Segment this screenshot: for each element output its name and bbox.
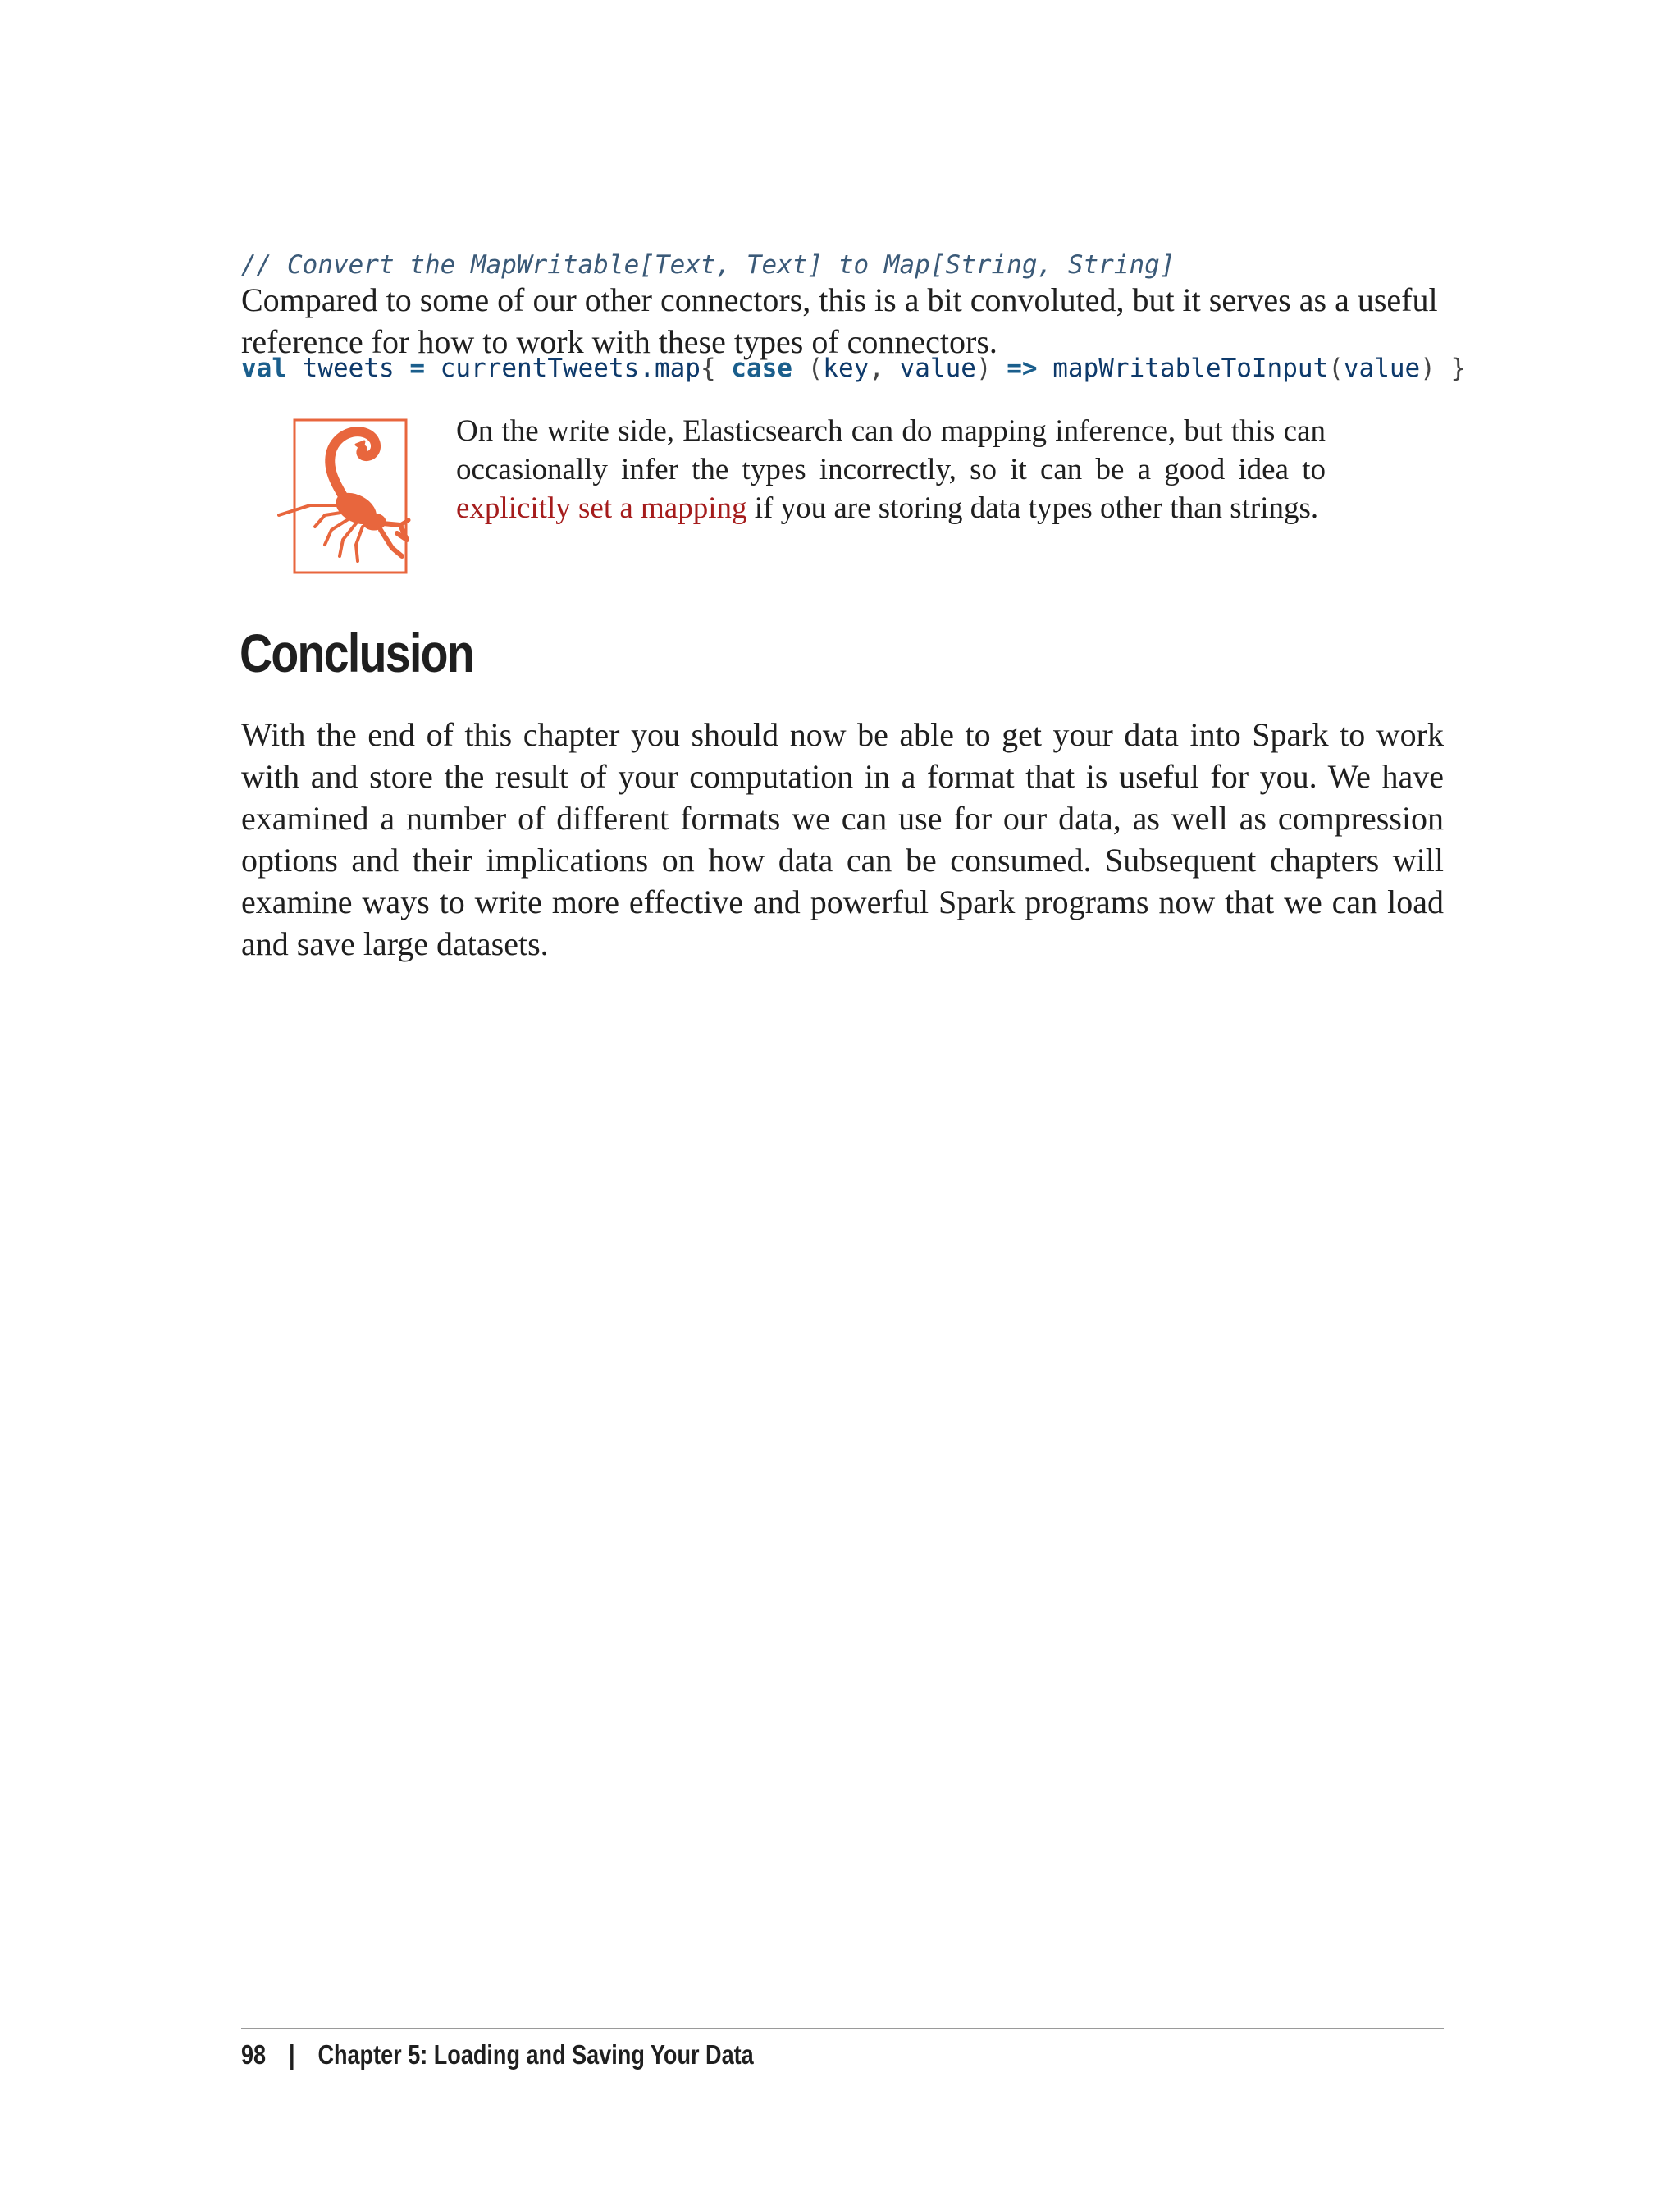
warning-note xyxy=(456,412,1326,527)
code-arg-close: ) xyxy=(1420,354,1436,383)
code-brace-open: { xyxy=(700,354,732,383)
code-arrow: => xyxy=(1007,354,1038,383)
code-comment: // Convert the MapWritable[Text, Text] to Map[String, String] xyxy=(241,250,1176,280)
code-paren-open: ( xyxy=(792,354,824,383)
code-method: .map xyxy=(639,354,701,383)
code-brace-close: } xyxy=(1435,354,1467,383)
page-footer xyxy=(241,2039,754,2070)
paragraph-conclusion: With the end of this chapter you should now be able to get your data into Spark to work with and store the result of your computation in a format that is useful for you. We have examined a number of different formats we can use for our data, as well as compression options and their implications on how data can be consumed. Subsequent chapters will examine ways to write more effective and powerful Spark programs now that we can load and save large datasets. xyxy=(241,716,1444,962)
page-number: 98 xyxy=(241,2039,267,2070)
code-comma: , xyxy=(869,354,900,383)
code-param-key: key xyxy=(823,354,870,383)
warning-text-after: if you are storing data types other than strings. xyxy=(746,491,1319,525)
chapter-title: Chapter 5: Loading and Saving Your Data xyxy=(317,2039,754,2070)
section-heading: Conclusion xyxy=(240,623,474,683)
code-paren-close: ) xyxy=(975,354,1007,383)
mapping-link[interactable]: explicitly set a mapping xyxy=(456,491,747,525)
code-receiver: currentTweets xyxy=(440,354,640,383)
paragraph-connectors: Compared to some of our other connectors, this is a bit convoluted, but it serves as a useful reference for how to work with these types of connectors. xyxy=(241,281,1438,360)
code-arg: value xyxy=(1343,354,1421,383)
scorpion-icon xyxy=(277,417,413,578)
code-variable: tweets xyxy=(302,354,395,383)
code-function-call: mapWritableToInput xyxy=(1052,354,1329,383)
warning-text-before: On the write side, Elasticsearch can do mapping inference, but this can occasionally infer the types incorrectly, so it can be a good idea to xyxy=(456,414,1326,486)
code-operator-eq: = xyxy=(409,354,425,383)
code-keyword-case: case xyxy=(731,354,792,383)
footer-divider xyxy=(241,2028,1444,2029)
code-comment-line xyxy=(241,248,1439,282)
code-keyword-val: val xyxy=(241,354,287,383)
footer-separator: | xyxy=(288,2039,295,2070)
code-param-value: value xyxy=(899,354,976,383)
code-arg-open: ( xyxy=(1328,354,1344,383)
